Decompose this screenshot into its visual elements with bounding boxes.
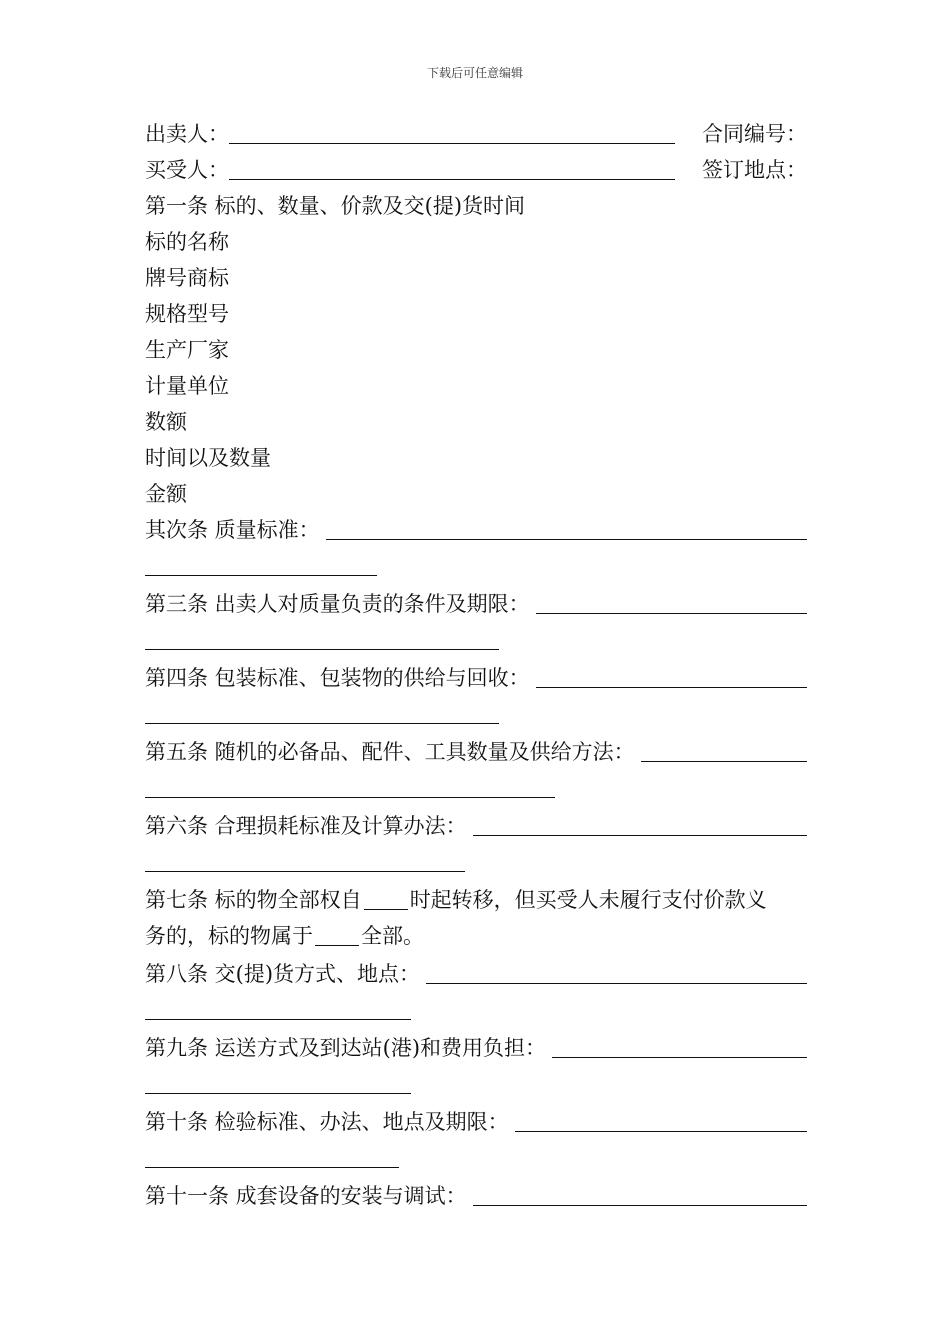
seller-blank[interactable] — [229, 117, 675, 144]
article-7-owner-blank[interactable] — [315, 921, 359, 946]
article-8-label: 第八条 交(提)货方式、地点： — [145, 962, 421, 986]
article-5-label: 第五条 随机的必备品、配件、工具数量及供给方法： — [145, 740, 635, 764]
article-4-blank[interactable] — [536, 661, 807, 688]
article-1-title: 第一条 标的、数量、价款及交(提)货时间 — [145, 194, 526, 218]
article-7 — [145, 882, 807, 954]
seller-row — [145, 116, 807, 152]
article-3-blank[interactable] — [536, 587, 807, 614]
article-2 — [145, 512, 807, 584]
buyer-blank[interactable] — [229, 153, 675, 180]
article-1-item: 标的名称 — [145, 230, 229, 254]
article-3 — [145, 586, 807, 658]
article-9-label: 第九条 运送方式及到达站(港)和费用负担： — [145, 1036, 547, 1060]
article-1-item: 时间以及数量 — [145, 446, 271, 470]
article-9-blank-cont[interactable] — [145, 1067, 411, 1094]
article-8-blank[interactable] — [426, 957, 807, 984]
article-10-blank-cont[interactable] — [145, 1141, 399, 1168]
article-10-label: 第十条 检验标准、办法、地点及期限： — [145, 1110, 509, 1134]
article-1-item: 牌号商标 — [145, 266, 229, 290]
article-2-blank-cont[interactable] — [145, 549, 377, 576]
article-3-blank-cont[interactable] — [145, 623, 499, 650]
article-7-text: 务的，标的物属于 — [145, 924, 313, 948]
buyer-row — [145, 152, 807, 188]
article-4 — [145, 660, 807, 732]
article-8 — [145, 956, 807, 1028]
article-9-blank[interactable] — [552, 1031, 807, 1058]
seller-label: 出卖人： — [145, 122, 229, 146]
article-7-text: 第七条 标的物全部权自 — [145, 888, 362, 912]
article-1-item: 生产厂家 — [145, 338, 229, 362]
article-1-item: 数额 — [145, 410, 187, 434]
article-7-text: 时起转移，但买受人未履行支付价款义 — [409, 888, 767, 912]
article-2-blank[interactable] — [326, 513, 807, 540]
article-4-blank-cont[interactable] — [145, 697, 499, 724]
article-3-label: 第三条 出卖人对质量负责的条件及期限： — [145, 592, 530, 616]
article-8-blank-cont[interactable] — [145, 993, 411, 1020]
article-10 — [145, 1104, 807, 1176]
article-6 — [145, 808, 807, 880]
article-10-blank[interactable] — [515, 1105, 807, 1132]
article-1-item: 规格型号 — [145, 302, 229, 326]
page-header: 下载后可任意编辑 — [426, 66, 523, 80]
sign-place-label: 签订地点： — [702, 158, 807, 182]
article-9 — [145, 1030, 807, 1102]
article-5 — [145, 734, 807, 806]
article-11 — [145, 1178, 807, 1214]
contract-no-label: 合同编号： — [702, 122, 807, 146]
contract-body — [145, 116, 807, 1216]
article-11-label: 第十一条 成套设备的安装与调试： — [145, 1184, 467, 1208]
article-1-item: 计量单位 — [145, 374, 229, 398]
article-6-blank[interactable] — [473, 809, 807, 836]
article-5-blank-cont[interactable] — [145, 771, 555, 798]
article-7-text: 全部。 — [361, 924, 424, 948]
article-7-time-blank[interactable] — [364, 885, 408, 910]
article-4-label: 第四条 包装标准、包装物的供给与回收： — [145, 666, 530, 690]
article-5-blank[interactable] — [641, 735, 807, 762]
buyer-label: 买受人： — [145, 158, 229, 182]
article-6-blank-cont[interactable] — [145, 845, 465, 872]
article-1-item: 金额 — [145, 482, 187, 506]
article-2-label: 其次条 质量标准： — [145, 518, 320, 542]
article-11-blank[interactable] — [473, 1179, 807, 1206]
article-6-label: 第六条 合理损耗标准及计算办法： — [145, 814, 467, 838]
